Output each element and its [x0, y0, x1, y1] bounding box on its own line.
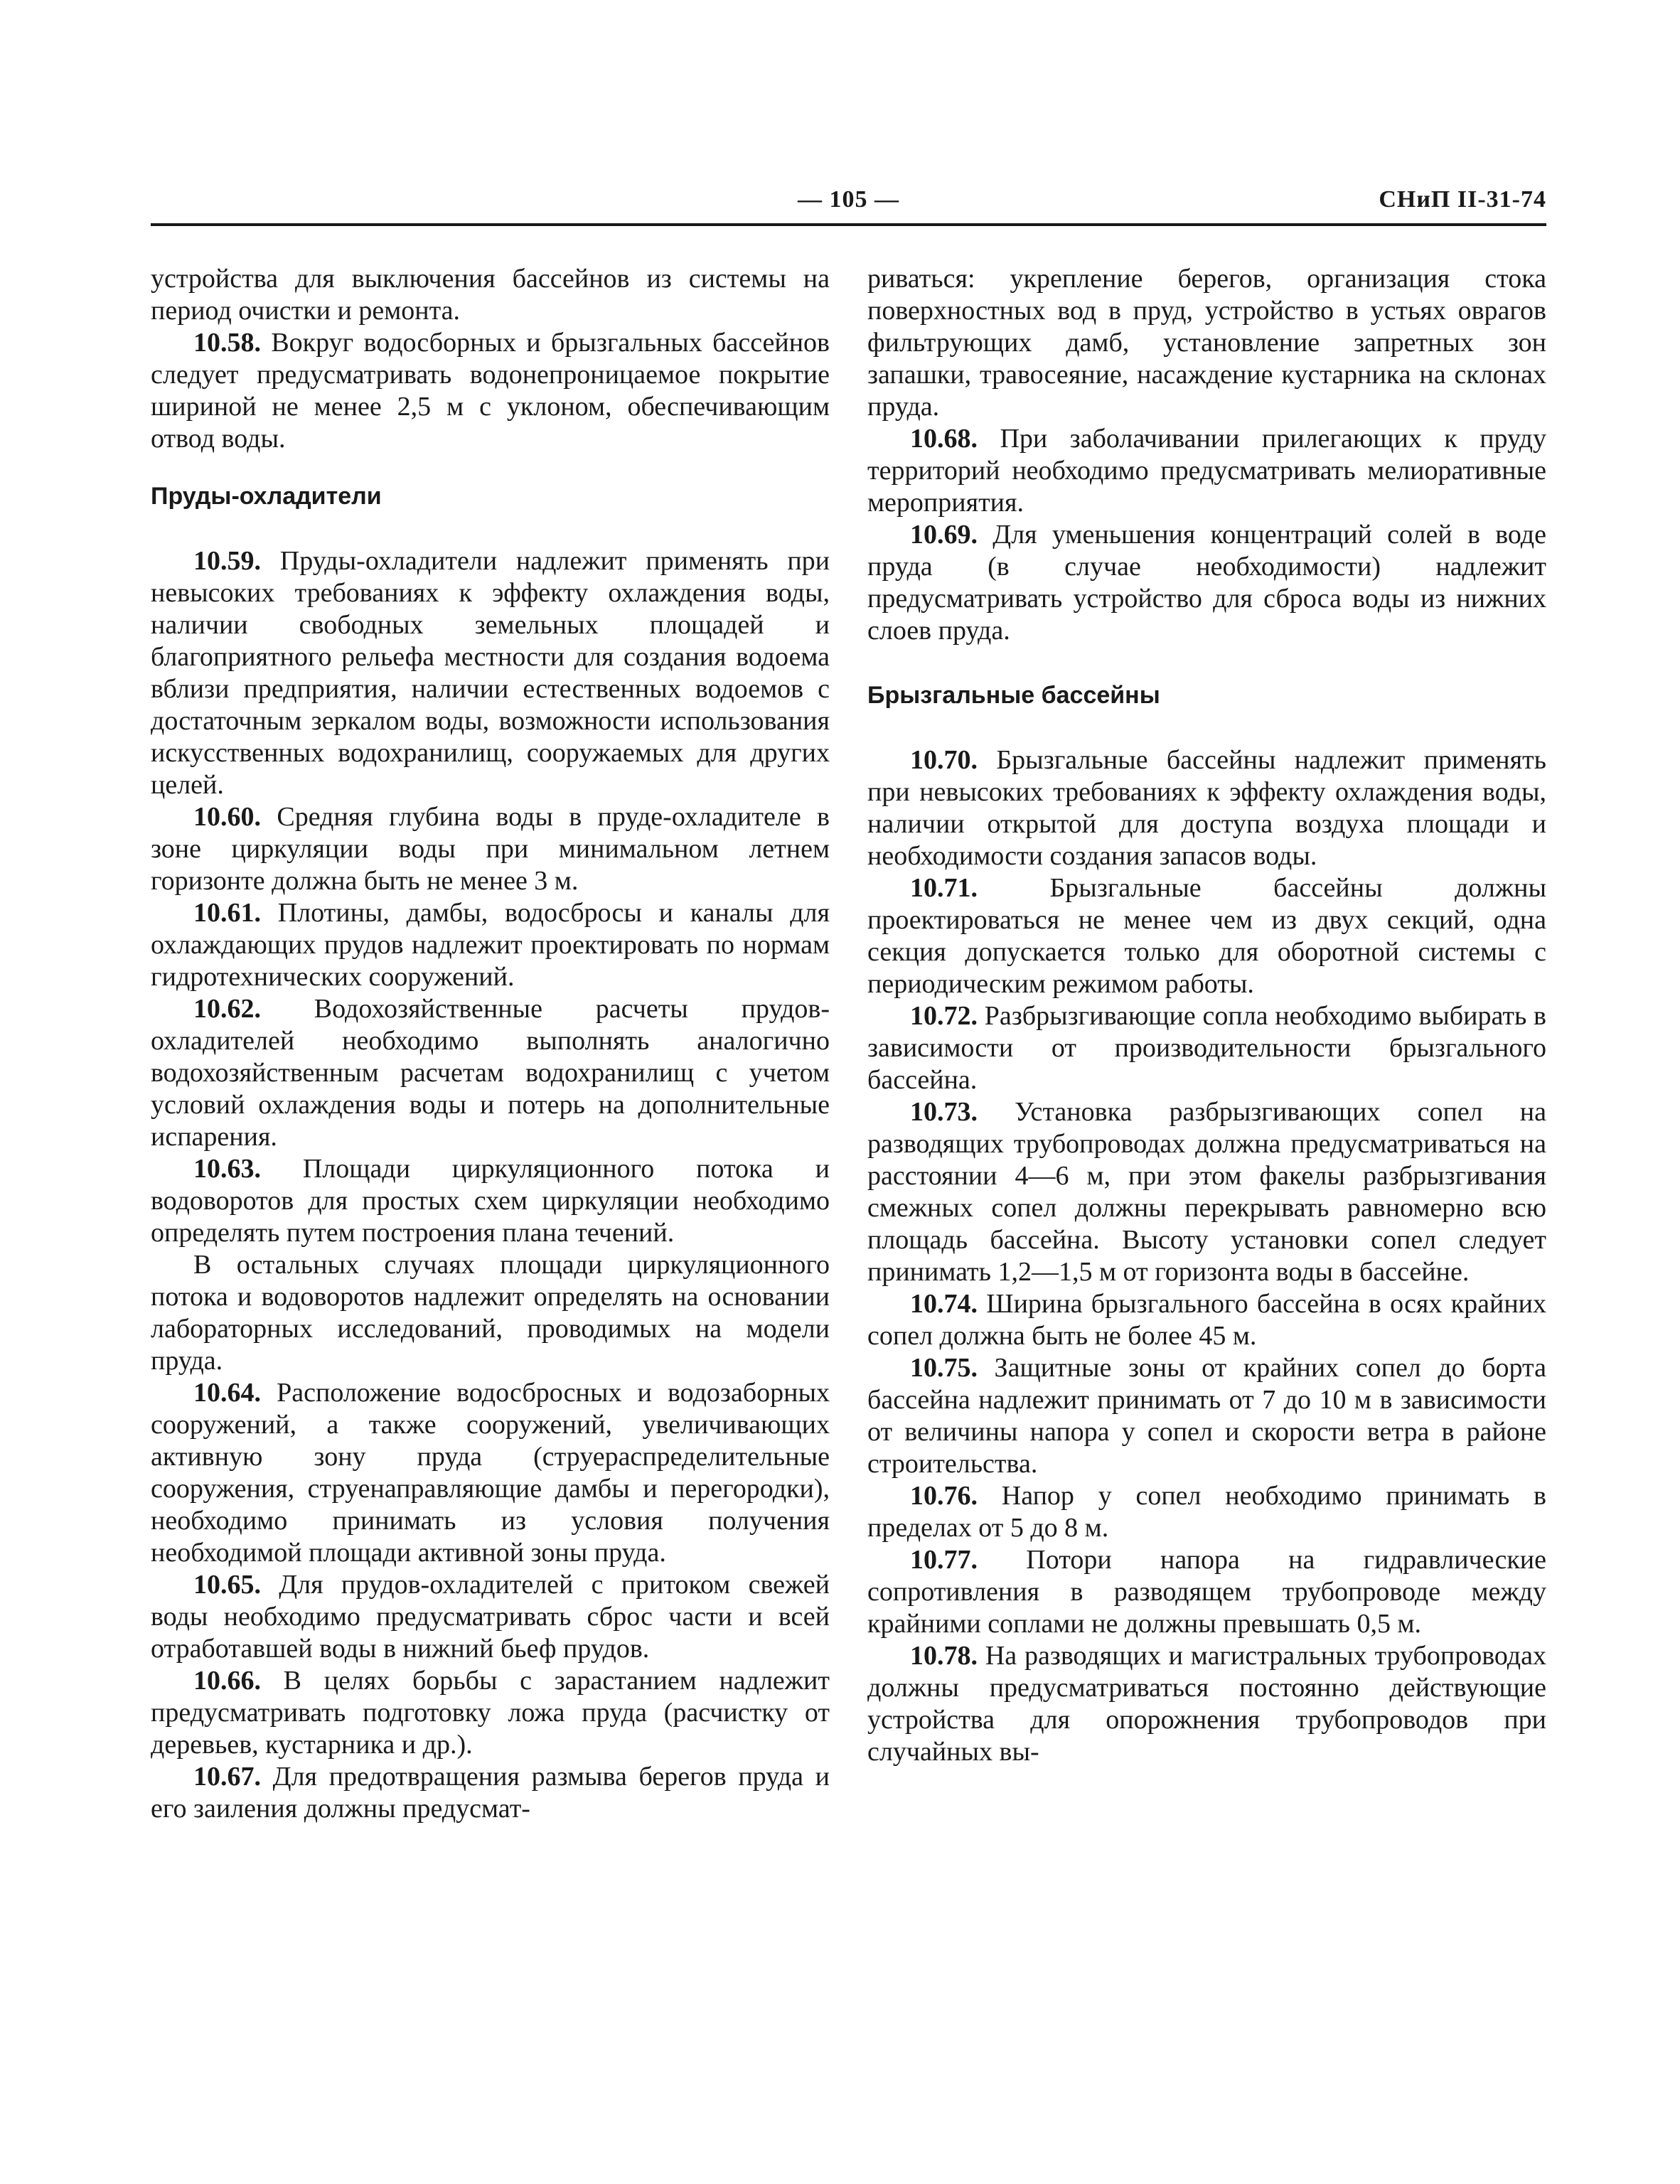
paragraph-text: Площади циркуляционного потока и водоворотов для простых схем циркуляции необходимо определять путем построения плана течений. — [151, 1154, 830, 1248]
paragraph-number: 10.62. — [193, 994, 261, 1024]
paragraph-text: При заболачивании прилегающих к пруду территорий необходимо предусматривать мелиоративные мероприятия. — [867, 424, 1546, 518]
paragraph-text: Ширина брызгального бассейна в осях крайних сопел должна быть не более 45 м. — [867, 1289, 1546, 1351]
paragraph-number: 10.76. — [910, 1481, 978, 1511]
paragraph-text: Пруды-охладители надлежит применять при невысоких требованиях к эффекту охлаждения воды, наличии свободных земельных площадей и благоприятного рельефа местности для создания водоема вблизи предприятия, наличии естественных водоемов с достаточным зеркалом воды, возможности использования искусственных водохранилищ, сооружаемых для других целей. — [151, 546, 830, 800]
paragraph-continuation: риваться: укрепление берегов, организация стока поверхностных вод в пруд, устройство в устьях оврагов фильтрующих дамб, установление запретных зон запашки, травосеяние, насаждение кустарника на склонах пруда. — [867, 264, 1546, 422]
paragraph-text: Для уменьшения концентраций солей в воде пруда (в случае необходимости) надлежит предусматривать устройство для сброса воды из нижних слоев пруда. — [867, 520, 1546, 646]
paragraph-10-78 — [867, 1640, 1546, 1768]
paragraph-number: 10.72. — [910, 1001, 978, 1031]
paragraph-10-59 — [151, 545, 830, 801]
paragraph-10-63-continued: В остальных случаях площади циркуляционного потока и водоворотов надлежит определять на основании лабораторных исследований, проводимых на модели пруда. — [151, 1250, 830, 1376]
paragraph-number: 10.71. — [910, 873, 978, 903]
header-rule — [151, 223, 1546, 226]
paragraph-number: 10.74. — [910, 1289, 978, 1319]
paragraph-number: 10.59. — [193, 546, 261, 576]
paragraph-text: Плотины, дамбы, водосбросы и каналы для охлаждающих прудов надлежит проектировать по нормам гидротехнических сооружений. — [151, 898, 830, 992]
paragraph-10-66 — [151, 1665, 830, 1761]
paragraph-text: Брызгальные бассейны надлежит применять при невысоких требованиях к эффекту охлаждения воды, наличии открытой для доступа воздуха площади и необходимости создания запасов воды. — [867, 745, 1546, 871]
paragraph-number: 10.75. — [910, 1353, 978, 1383]
paragraph-10-77 — [867, 1544, 1546, 1640]
paragraph-10-68 — [867, 423, 1546, 519]
paragraph-text: Защитные зоны от крайних сопел до борта бассейна надлежит принимать от 7 до 10 м в зависимости от величины напора у сопел и скорости ветра в районе строительства. — [867, 1353, 1546, 1479]
paragraph-number: 10.70. — [910, 745, 978, 775]
section-heading-cooling-ponds: Пруды-охладители — [151, 483, 382, 510]
paragraph-10-75 — [867, 1352, 1546, 1480]
left-column — [151, 263, 830, 1825]
page-number: — 105 — — [798, 186, 899, 213]
paragraph-text: Водохозяйственные расчеты прудов-охладителей необходимо выполнять аналогично водохозяйственным расчетам водохранилищ с учетом условий охлаждения воды и потерь на дополнительные испарения. — [151, 994, 830, 1152]
section-heading-spray-pools: Брызгальные бассейны — [867, 682, 1160, 709]
paragraph-10-65 — [151, 1569, 830, 1665]
page-header — [151, 186, 1546, 226]
paragraph-10-73 — [867, 1096, 1546, 1288]
paragraph-number: 10.69. — [910, 520, 978, 550]
document-code: СНиП II-31-74 — [1379, 186, 1546, 213]
paragraph-10-60 — [151, 801, 830, 897]
paragraph-text: Расположение водосбросных и водозаборных сооружений, а также сооружений, увеличивающих активную зону пруда (струераспределительные сооружения, струенаправляющие дамбы и перегородки), необходимо принимать из условия получения необходимой площади активной зоны пруда. — [151, 1378, 830, 1568]
paragraph-number: 10.64. — [193, 1378, 261, 1408]
paragraph-number: 10.61. — [193, 898, 261, 928]
paragraph-text: Для прудов-охладителей с притоком свежей воды необходимо предусматривать сброс части и всей отработавшей воды в нижний бьеф прудов. — [151, 1570, 830, 1664]
paragraph-10-67 — [151, 1761, 830, 1825]
paragraph-number: 10.58. — [193, 328, 261, 358]
paragraph-text: Потори напора на гидравлические сопротивления в разводящем трубопроводе между крайними соплами не должны превышать 0,5 м. — [867, 1545, 1546, 1639]
paragraph-10-63 — [151, 1153, 830, 1249]
paragraph-text: Средняя глубина воды в пруде-охладителе в зоне циркуляции воды при минимальном летнем горизонте должна быть не менее 3 м. — [151, 802, 830, 896]
paragraph-number: 10.68. — [910, 424, 978, 454]
paragraph-text: Разбрызгивающие сопла необходимо выбирать в зависимости от производительности брызгального бассейна. — [867, 1001, 1546, 1095]
paragraph-10-72 — [867, 1000, 1546, 1096]
right-column — [867, 263, 1546, 1768]
paragraph-text: Брызгальные бассейны должны проектироваться не менее чем из двух секций, одна секция допускается только для оборотной системы с периодическим режимом работы. — [867, 873, 1546, 999]
paragraph-number: 10.60. — [193, 802, 261, 832]
paragraph-10-62 — [151, 993, 830, 1153]
paragraph-10-64 — [151, 1377, 830, 1569]
paragraph-number: 10.66. — [193, 1666, 261, 1696]
paragraph-text: Установка разбрызгивающих сопел на разводящих трубопроводах должна предусматриваться на расстоянии 4—6 м, при этом факелы разбрызгивания смежных сопел должны перекрывать равномерно всю площадь бассейна. Высоту установки сопел следует принимать 1,2—1,5 м от горизонта воды в бассейне. — [867, 1097, 1546, 1287]
paragraph-10-70 — [867, 744, 1546, 872]
paragraph-text: На разводящих и магистральных трубопроводах должны предусматриваться постоянно действующие устройства для опорожнения трубопроводов при случайных вы- — [867, 1641, 1546, 1767]
paragraph-10-76 — [867, 1480, 1546, 1544]
paragraph-10-58 — [151, 327, 830, 455]
paragraph-10-69 — [867, 519, 1546, 647]
paragraph-10-71 — [867, 872, 1546, 1000]
paragraph-10-61 — [151, 897, 830, 993]
paragraph-text: В целях борьбы с зарастанием надлежит предусматривать подготовку ложа пруда (расчистку от деревьев, кустарника и др.). — [151, 1666, 830, 1760]
paragraph-number: 10.65. — [193, 1570, 261, 1600]
paragraph-text: Напор у сопел необходимо принимать в пределах от 5 до 8 м. — [867, 1481, 1546, 1543]
paragraph-number: 10.78. — [910, 1641, 978, 1671]
paragraph-number: 10.67. — [193, 1762, 261, 1792]
paragraph-10-74 — [867, 1288, 1546, 1352]
paragraph-text: Для предотвращения размыва берегов пруда и его заиления должны предусмат- — [151, 1762, 830, 1824]
paragraph-number: 10.77. — [910, 1545, 978, 1575]
paragraph-number: 10.73. — [910, 1097, 978, 1127]
paragraph-number: 10.63. — [193, 1154, 261, 1184]
paragraph-continuation: устройства для выключения бассейнов из системы на период очистки и ремонта. — [151, 264, 830, 326]
paragraph-text: Вокруг водосборных и брызгальных бассейнов следует предусматривать водонепроницаемое покрытие шириной не менее 2,5 м с уклоном, обеспечивающим отвод воды. — [151, 328, 830, 454]
